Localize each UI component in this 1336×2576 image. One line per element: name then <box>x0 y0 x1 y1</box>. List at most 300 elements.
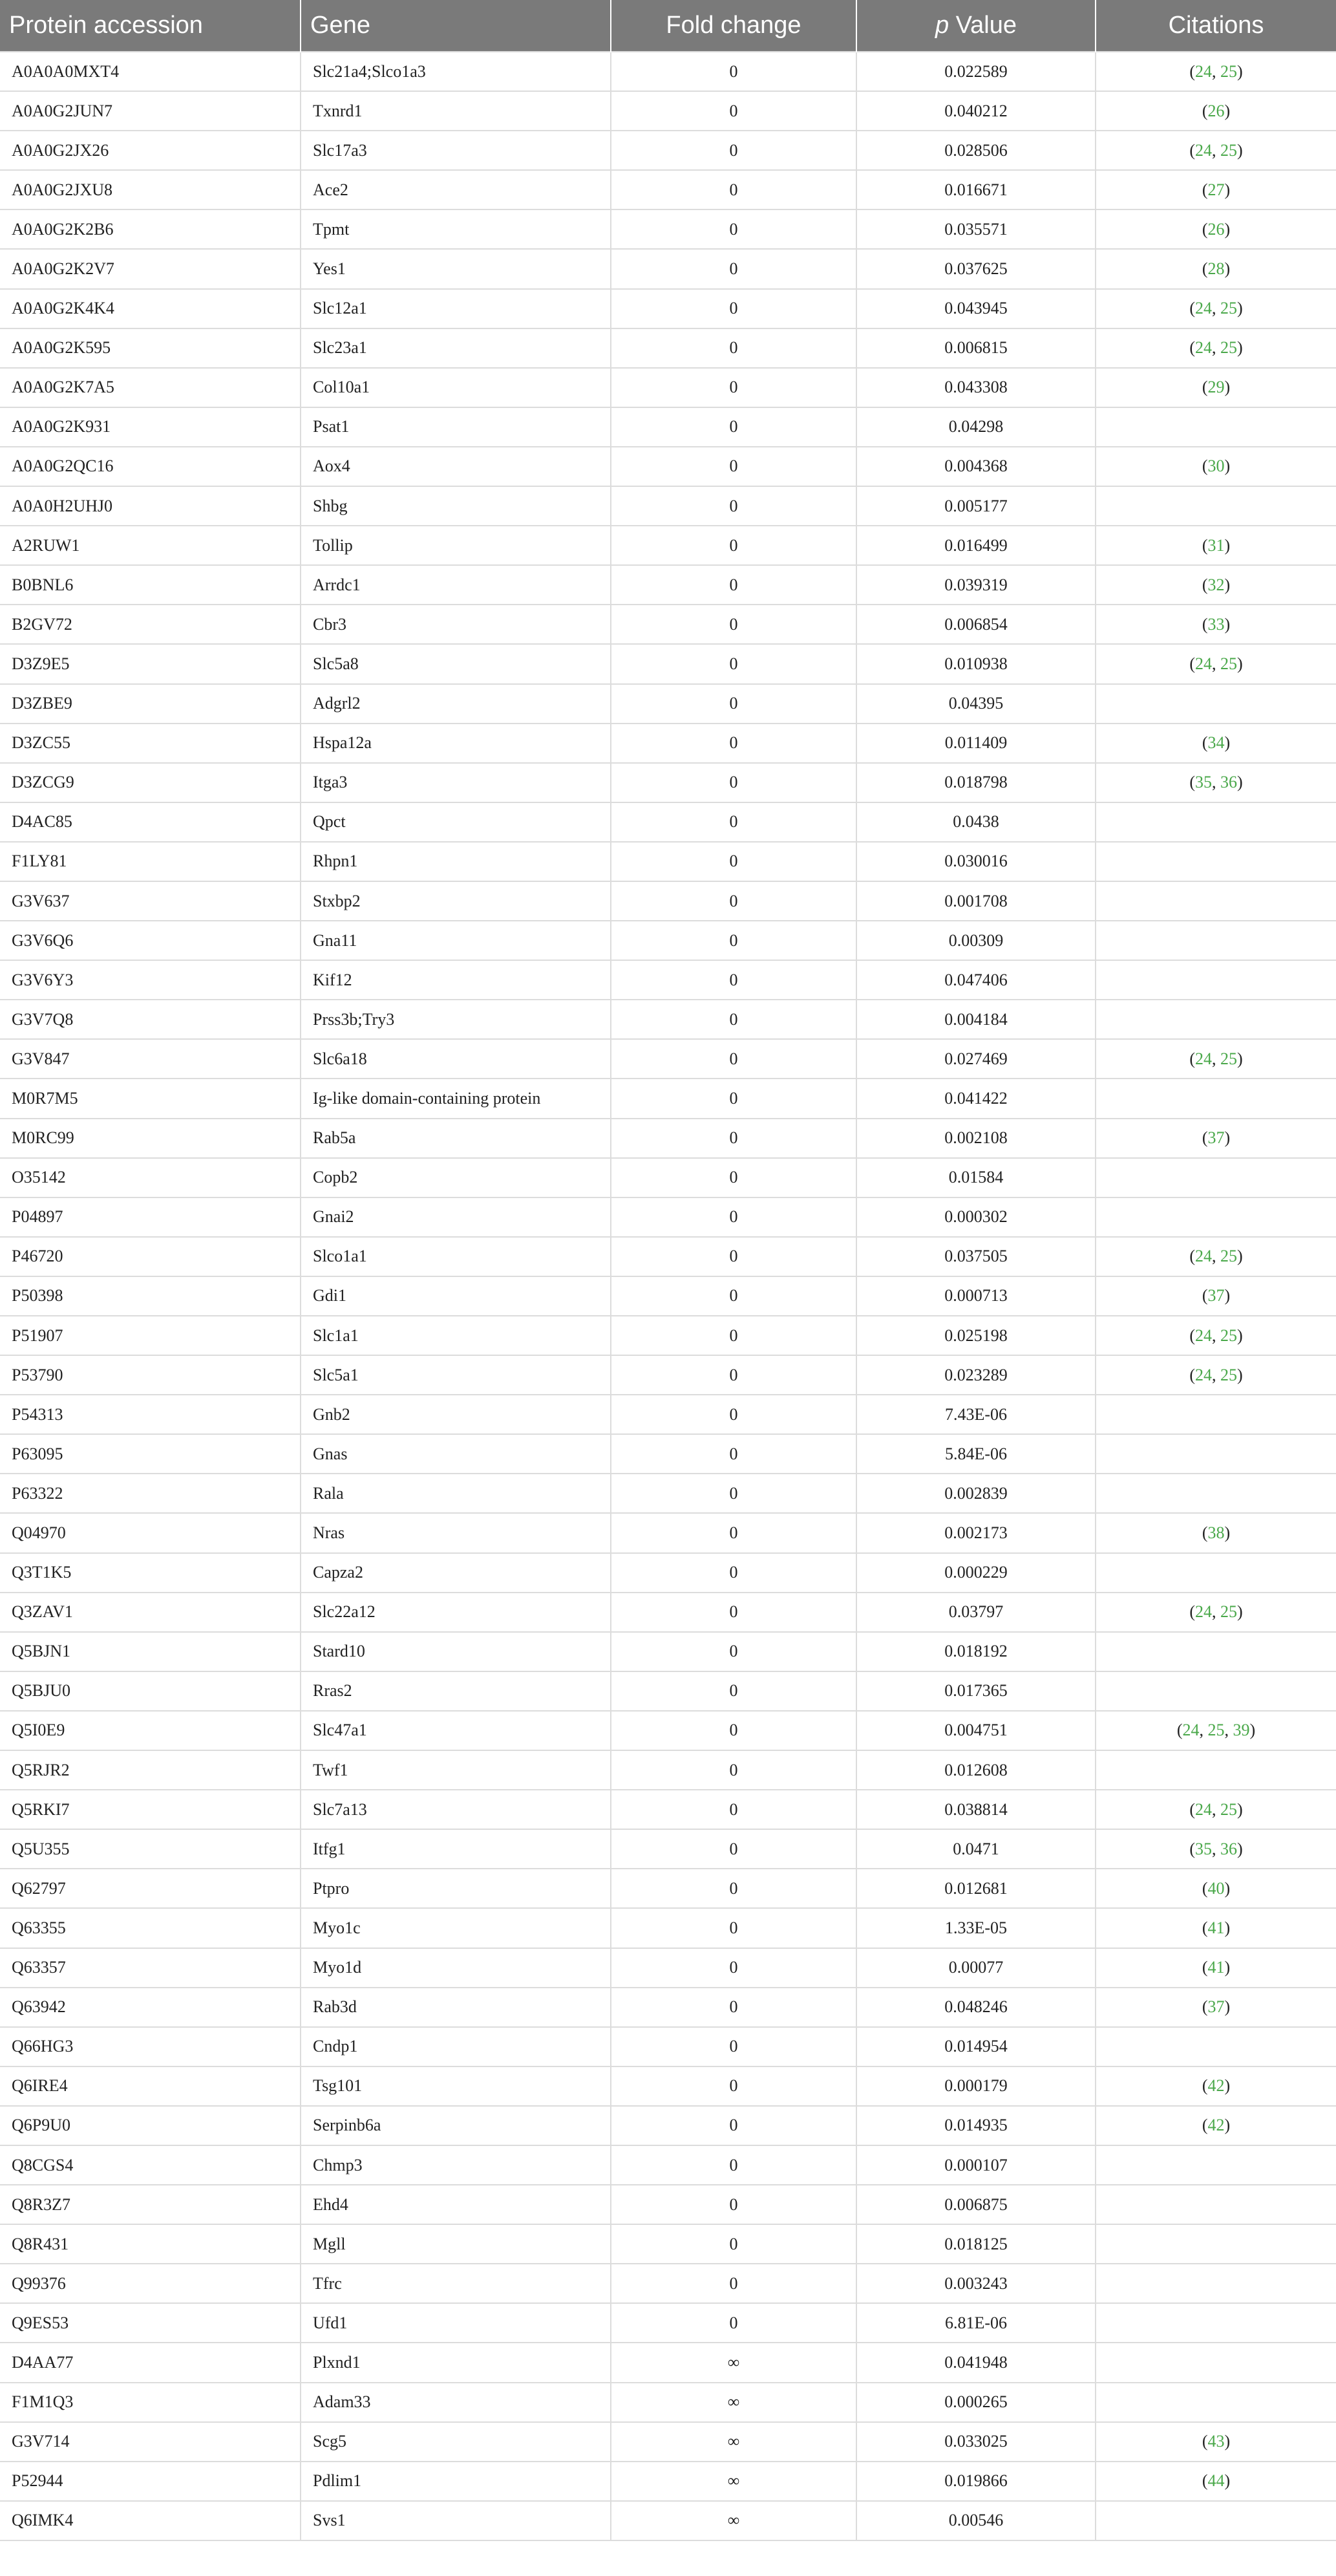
table-row <box>0 842 1336 881</box>
citation-link[interactable]: 25 <box>1220 338 1237 358</box>
citation-link[interactable]: 32 <box>1207 575 1225 594</box>
citation-link[interactable]: 34 <box>1207 733 1225 753</box>
cell-gene: Rala <box>301 1474 611 1513</box>
table-row <box>0 2027 1336 2066</box>
cell-gene: Txnrd1 <box>301 91 611 131</box>
table-row <box>0 2145 1336 2185</box>
cell-fold-change: 0 <box>611 802 856 842</box>
cell-gene: Ufd1 <box>301 2303 611 2343</box>
cell-protein-accession: Q62797 <box>0 1869 301 1908</box>
cell-gene: Slc21a4;Slco1a3 <box>301 52 611 91</box>
citation-link[interactable]: 44 <box>1207 2471 1225 2491</box>
cell-p-value: 0.047406 <box>856 960 1096 1000</box>
citation-link[interactable]: 27 <box>1207 180 1225 199</box>
citation-link[interactable]: 24 <box>1195 654 1212 673</box>
table-row <box>0 2343 1336 2382</box>
cell-fold-change: 0 <box>611 921 856 960</box>
table-row <box>0 2501 1336 2540</box>
cell-p-value: 0.025198 <box>856 1316 1096 1355</box>
cell-fold-change: 0 <box>611 1750 856 1790</box>
cell-citations: (37) <box>1096 1276 1336 1316</box>
header-gene: Gene <box>301 0 611 52</box>
cell-citations <box>1096 1750 1336 1790</box>
cell-p-value: 0.038814 <box>856 1790 1096 1829</box>
cell-gene: Gnb2 <box>301 1395 611 1434</box>
table-row <box>0 1671 1336 1711</box>
cell-p-value: 0.04395 <box>856 684 1096 724</box>
cell-gene: Tsg101 <box>301 2066 611 2106</box>
table-row <box>0 1593 1336 1632</box>
cell-protein-accession: Q5BJN1 <box>0 1632 301 1671</box>
cell-citations: (29) <box>1096 368 1336 407</box>
cell-protein-accession: Q5RKI7 <box>0 1790 301 1829</box>
header-row <box>0 0 1336 52</box>
cell-citations <box>1096 2185 1336 2224</box>
cell-fold-change: 0 <box>611 486 856 526</box>
cell-p-value: 0.033025 <box>856 2422 1096 2462</box>
cell-protein-accession: F1LY81 <box>0 842 301 881</box>
cell-gene: Svs1 <box>301 2501 611 2540</box>
citation-link[interactable]: 37 <box>1207 1997 1225 2017</box>
citation-link[interactable]: 25 <box>1220 140 1237 160</box>
cell-protein-accession: P63322 <box>0 1474 301 1513</box>
citation-link[interactable]: 25 <box>1220 299 1237 318</box>
cell-citations <box>1096 2501 1336 2540</box>
citation-link[interactable]: 24 <box>1195 1247 1212 1266</box>
cell-citations <box>1096 684 1336 724</box>
cell-protein-accession: A0A0G2K595 <box>0 328 301 368</box>
cell-citations: (37) <box>1096 1119 1336 1158</box>
cell-citations: (37) <box>1096 1988 1336 2027</box>
table-row <box>0 1434 1336 1474</box>
citation-link[interactable]: 43 <box>1207 2432 1225 2451</box>
cell-p-value: 0.002839 <box>856 1474 1096 1513</box>
citation-link[interactable]: 24 <box>1195 1326 1212 1345</box>
cell-protein-accession: P63095 <box>0 1434 301 1474</box>
cell-gene: Kif12 <box>301 960 611 1000</box>
table-row <box>0 1908 1336 1948</box>
table-row <box>0 2185 1336 2224</box>
citation-link[interactable]: 26 <box>1207 219 1225 239</box>
citation-link[interactable]: 36 <box>1220 1839 1237 1858</box>
cell-protein-accession: A0A0G2JUN7 <box>0 91 301 131</box>
table-row <box>0 52 1336 91</box>
cell-fold-change: 0 <box>611 1553 856 1593</box>
cell-p-value: 6.81E-06 <box>856 2303 1096 2343</box>
citation-link[interactable]: 37 <box>1207 1128 1225 1148</box>
cell-p-value: 0.000179 <box>856 2066 1096 2106</box>
cell-gene: Yes1 <box>301 249 611 288</box>
cell-citations <box>1096 1474 1336 1513</box>
citation-link[interactable]: 24 <box>1195 1365 1212 1384</box>
cell-fold-change: 0 <box>611 131 856 170</box>
citation-link[interactable]: 24 <box>1195 140 1212 160</box>
citation-link[interactable]: 33 <box>1207 614 1225 634</box>
cell-protein-accession: A0A0G2K7A5 <box>0 368 301 407</box>
cell-gene: Gnai2 <box>301 1197 611 1237</box>
cell-protein-accession: Q8R3Z7 <box>0 2185 301 2224</box>
cell-fold-change: 0 <box>611 1593 856 1632</box>
cell-p-value: 0.018798 <box>856 763 1096 802</box>
table-row <box>0 2462 1336 2501</box>
cell-p-value: 0.00077 <box>856 1948 1096 1988</box>
table-row <box>0 605 1336 644</box>
cell-citations <box>1096 881 1336 921</box>
cell-citations: (24, 25) <box>1096 1039 1336 1079</box>
header-p-italic: p <box>935 12 949 39</box>
cell-p-value: 0.000265 <box>856 2383 1096 2422</box>
cell-protein-accession: Q63357 <box>0 1948 301 1988</box>
citation-link[interactable]: 37 <box>1207 1286 1225 1305</box>
citation-link[interactable]: 25 <box>1220 1602 1237 1622</box>
cell-fold-change: 0 <box>611 1829 856 1869</box>
table-row <box>0 170 1336 209</box>
cell-gene: Slc5a1 <box>301 1355 611 1395</box>
cell-fold-change: 0 <box>611 1355 856 1395</box>
citation-link[interactable]: 42 <box>1207 2116 1225 2135</box>
header-p-value <box>856 0 1096 52</box>
cell-p-value: 0.040212 <box>856 91 1096 131</box>
cell-gene: Ehd4 <box>301 2185 611 2224</box>
cell-p-value: 0.016671 <box>856 170 1096 209</box>
table-row <box>0 802 1336 842</box>
cell-p-value: 0.004751 <box>856 1711 1096 1750</box>
table-row <box>0 960 1336 1000</box>
cell-citations <box>1096 2224 1336 2264</box>
cell-fold-change: 0 <box>611 209 856 249</box>
cell-fold-change: ∞ <box>611 2501 856 2540</box>
citation-link[interactable]: 24 <box>1195 338 1212 358</box>
cell-citations <box>1096 1671 1336 1711</box>
citation-link[interactable]: 42 <box>1207 2076 1225 2096</box>
cell-p-value: 0.022589 <box>856 52 1096 91</box>
citation-link[interactable]: 25 <box>1220 1326 1237 1345</box>
cell-gene: Gnas <box>301 1434 611 1474</box>
cell-fold-change: 0 <box>611 1474 856 1513</box>
citation-link[interactable]: 41 <box>1207 1958 1225 1977</box>
cell-fold-change: 0 <box>611 881 856 921</box>
table-row <box>0 328 1336 368</box>
cell-gene: Ptpro <box>301 1869 611 1908</box>
cell-citations: (24, 25) <box>1096 52 1336 91</box>
cell-citations: (41) <box>1096 1908 1336 1948</box>
cell-fold-change: 0 <box>611 2264 856 2303</box>
cell-p-value: 0.011409 <box>856 724 1096 763</box>
cell-gene: Copb2 <box>301 1158 611 1197</box>
cell-p-value: 0.000107 <box>856 2145 1096 2185</box>
cell-gene: Gdi1 <box>301 1276 611 1316</box>
cell-gene: Ig-like domain-containing protein <box>301 1079 611 1118</box>
cell-p-value: 0.017365 <box>856 1671 1096 1711</box>
cell-protein-accession: O35142 <box>0 1158 301 1197</box>
cell-protein-accession: Q5U355 <box>0 1829 301 1869</box>
cell-protein-accession: A0A0H2UHJ0 <box>0 486 301 526</box>
cell-fold-change: 0 <box>611 1513 856 1552</box>
cell-gene: Slc6a18 <box>301 1039 611 1079</box>
cell-citations: (24, 25) <box>1096 289 1336 328</box>
cell-citations <box>1096 1553 1336 1593</box>
table-row <box>0 1395 1336 1434</box>
cell-protein-accession: A0A0G2K2B6 <box>0 209 301 249</box>
cell-citations <box>1096 1000 1336 1039</box>
cell-citations <box>1096 1395 1336 1434</box>
cell-gene: Hspa12a <box>301 724 611 763</box>
cell-protein-accession: A0A0G2K4K4 <box>0 289 301 328</box>
cell-protein-accession: G3V6Y3 <box>0 960 301 1000</box>
cell-fold-change: 0 <box>611 2106 856 2145</box>
cell-p-value: 0.043945 <box>856 289 1096 328</box>
cell-protein-accession: M0RC99 <box>0 1119 301 1158</box>
cell-gene: Itga3 <box>301 763 611 802</box>
table-row <box>0 2224 1336 2264</box>
cell-gene: Prss3b;Try3 <box>301 1000 611 1039</box>
cell-protein-accession: G3V7Q8 <box>0 1000 301 1039</box>
citation-link[interactable]: 26 <box>1207 101 1225 120</box>
cell-protein-accession: Q9ES53 <box>0 2303 301 2343</box>
cell-gene: Slc12a1 <box>301 289 611 328</box>
citation-link[interactable]: 29 <box>1207 378 1225 397</box>
cell-gene: Mgll <box>301 2224 611 2264</box>
cell-p-value: 0.0471 <box>856 1829 1096 1869</box>
cell-citations: (35, 36) <box>1096 763 1336 802</box>
cell-protein-accession: D3Z9E5 <box>0 644 301 683</box>
table-row <box>0 91 1336 131</box>
cell-protein-accession: M0R7M5 <box>0 1079 301 1118</box>
citation-link[interactable]: 31 <box>1207 535 1225 555</box>
cell-citations: (24, 25) <box>1096 131 1336 170</box>
citation-link[interactable]: 30 <box>1207 456 1225 476</box>
cell-protein-accession: D3ZC55 <box>0 724 301 763</box>
cell-fold-change: 0 <box>611 407 856 447</box>
cell-p-value: 0.000302 <box>856 1197 1096 1237</box>
cell-fold-change: 0 <box>611 1276 856 1316</box>
cell-gene: Arrdc1 <box>301 565 611 605</box>
header-citations: Citations <box>1096 0 1336 52</box>
cell-fold-change: 0 <box>611 1434 856 1474</box>
table-row <box>0 1316 1336 1355</box>
cell-fold-change: 0 <box>611 684 856 724</box>
cell-protein-accession: B2GV72 <box>0 605 301 644</box>
cell-gene: Stxbp2 <box>301 881 611 921</box>
cell-gene: Tollip <box>301 526 611 565</box>
table-row <box>0 407 1336 447</box>
cell-protein-accession: G3V714 <box>0 2422 301 2462</box>
citation-link[interactable]: 24 <box>1195 61 1212 81</box>
cell-fold-change: 0 <box>611 289 856 328</box>
cell-protein-accession: P50398 <box>0 1276 301 1316</box>
cell-protein-accession: P52944 <box>0 2462 301 2501</box>
table-row <box>0 209 1336 249</box>
cell-gene: Stard10 <box>301 1632 611 1671</box>
table-row <box>0 1237 1336 1276</box>
table-row <box>0 1711 1336 1750</box>
cell-fold-change: 0 <box>611 2066 856 2106</box>
citation-link[interactable]: 25 <box>1220 61 1237 81</box>
table-row <box>0 486 1336 526</box>
cell-p-value: 0.023289 <box>856 1355 1096 1395</box>
cell-gene: Psat1 <box>301 407 611 447</box>
cell-gene: Itfg1 <box>301 1829 611 1869</box>
cell-protein-accession: G3V847 <box>0 1039 301 1079</box>
citation-link[interactable]: 25 <box>1207 1721 1225 1740</box>
cell-citations <box>1096 842 1336 881</box>
table-row <box>0 1948 1336 1988</box>
citation-link[interactable]: 24 <box>1195 299 1212 318</box>
cell-p-value: 0.039319 <box>856 565 1096 605</box>
citation-link[interactable]: 24 <box>1195 1799 1212 1819</box>
cell-protein-accession: D4AC85 <box>0 802 301 842</box>
cell-citations <box>1096 1158 1336 1197</box>
cell-citations: (30) <box>1096 447 1336 486</box>
citation-link[interactable]: 24 <box>1195 1602 1212 1622</box>
table-row <box>0 1750 1336 1790</box>
cell-citations <box>1096 2264 1336 2303</box>
table-row <box>0 249 1336 288</box>
table-row <box>0 1119 1336 1158</box>
cell-gene: Qpct <box>301 802 611 842</box>
cell-protein-accession: P04897 <box>0 1197 301 1237</box>
cell-fold-change: 0 <box>611 1395 856 1434</box>
cell-p-value: 0.006815 <box>856 328 1096 368</box>
cell-gene: Slc17a3 <box>301 131 611 170</box>
cell-p-value: 0.016499 <box>856 526 1096 565</box>
cell-fold-change: 0 <box>611 2145 856 2185</box>
header-protein-accession: Protein accession <box>0 0 301 52</box>
cell-citations: (41) <box>1096 1948 1336 1988</box>
cell-fold-change: 0 <box>611 2027 856 2066</box>
cell-fold-change: 0 <box>611 1039 856 1079</box>
table-row <box>0 1197 1336 1237</box>
citation-link[interactable]: 40 <box>1207 1878 1225 1898</box>
cell-protein-accession: Q6IMK4 <box>0 2501 301 2540</box>
cell-citations <box>1096 1197 1336 1237</box>
citation-link[interactable]: 25 <box>1220 1365 1237 1384</box>
citation-link[interactable]: 24 <box>1195 1049 1212 1068</box>
cell-citations: (28) <box>1096 249 1336 288</box>
cell-p-value: 0.048246 <box>856 1988 1096 2027</box>
cell-p-value: 0.019866 <box>856 2462 1096 2501</box>
cell-gene: Slc7a13 <box>301 1790 611 1829</box>
cell-gene: Slco1a1 <box>301 1237 611 1276</box>
citation-link[interactable]: 25 <box>1220 654 1237 673</box>
cell-fold-change: 0 <box>611 1158 856 1197</box>
cell-p-value: 0.001708 <box>856 881 1096 921</box>
citation-link[interactable]: 25 <box>1220 1799 1237 1819</box>
citation-link[interactable]: 25 <box>1220 1247 1237 1266</box>
cell-p-value: 0.00546 <box>856 2501 1096 2540</box>
cell-citations: (24, 25) <box>1096 1316 1336 1355</box>
cell-citations: (24, 25) <box>1096 1790 1336 1829</box>
cell-p-value: 7.43E-06 <box>856 1395 1096 1434</box>
cell-p-value: 0.010938 <box>856 644 1096 683</box>
cell-p-value: 0.0438 <box>856 802 1096 842</box>
cell-gene: Ace2 <box>301 170 611 209</box>
cell-gene: Rab3d <box>301 1988 611 2027</box>
cell-gene: Plxnd1 <box>301 2343 611 2382</box>
header-p-rest: Value <box>949 12 1017 39</box>
cell-fold-change: 0 <box>611 91 856 131</box>
table-row <box>0 2383 1336 2422</box>
cell-citations: (24, 25) <box>1096 1237 1336 1276</box>
cell-gene: Chmp3 <box>301 2145 611 2185</box>
citation-link[interactable]: 39 <box>1233 1721 1250 1740</box>
table-row <box>0 1632 1336 1671</box>
cell-gene: Adam33 <box>301 2383 611 2422</box>
cell-fold-change: 0 <box>611 1711 856 1750</box>
table-row <box>0 1158 1336 1197</box>
citation-link[interactable]: 35 <box>1195 773 1212 792</box>
cell-p-value: 0.002173 <box>856 1513 1096 1552</box>
table-row <box>0 131 1336 170</box>
cell-fold-change: 0 <box>611 249 856 288</box>
table-row <box>0 1000 1336 1039</box>
cell-fold-change: 0 <box>611 605 856 644</box>
cell-gene: Cndp1 <box>301 2027 611 2066</box>
cell-fold-change: 0 <box>611 1988 856 2027</box>
cell-citations: (27) <box>1096 170 1336 209</box>
table-row <box>0 881 1336 921</box>
cell-protein-accession: A0A0G2K931 <box>0 407 301 447</box>
cell-gene: Myo1d <box>301 1948 611 1988</box>
cell-citations <box>1096 407 1336 447</box>
table-row <box>0 289 1336 328</box>
cell-fold-change: 0 <box>611 328 856 368</box>
citation-link[interactable]: 28 <box>1207 259 1225 279</box>
cell-protein-accession: G3V6Q6 <box>0 921 301 960</box>
table-row <box>0 684 1336 724</box>
cell-fold-change: 0 <box>611 170 856 209</box>
citation-link[interactable]: 35 <box>1195 1839 1212 1858</box>
citation-link[interactable]: 36 <box>1220 773 1237 792</box>
cell-fold-change: 0 <box>611 2185 856 2224</box>
cell-citations <box>1096 2343 1336 2382</box>
citation-link[interactable]: 41 <box>1207 1918 1225 1937</box>
cell-gene: Capza2 <box>301 1553 611 1593</box>
cell-fold-change: ∞ <box>611 2343 856 2382</box>
table-row <box>0 447 1336 486</box>
cell-fold-change: 0 <box>611 1632 856 1671</box>
cell-citations <box>1096 2383 1336 2422</box>
cell-protein-accession: Q5I0E9 <box>0 1711 301 1750</box>
cell-gene: Rhpn1 <box>301 842 611 881</box>
cell-p-value: 0.005177 <box>856 486 1096 526</box>
table-row <box>0 724 1336 763</box>
cell-citations: (42) <box>1096 2066 1336 2106</box>
cell-protein-accession: Q6P9U0 <box>0 2106 301 2145</box>
cell-gene: Nras <box>301 1513 611 1552</box>
cell-protein-accession: P54313 <box>0 1395 301 1434</box>
cell-fold-change: 0 <box>611 1119 856 1158</box>
citation-link[interactable]: 38 <box>1207 1523 1225 1543</box>
cell-protein-accession: F1M1Q3 <box>0 2383 301 2422</box>
cell-p-value: 0.004184 <box>856 1000 1096 1039</box>
cell-protein-accession: A0A0A0MXT4 <box>0 52 301 91</box>
cell-citations <box>1096 1434 1336 1474</box>
citation-link[interactable]: 25 <box>1220 1049 1237 1068</box>
citation-link[interactable]: 24 <box>1182 1721 1200 1740</box>
cell-protein-accession: Q8R431 <box>0 2224 301 2264</box>
cell-fold-change: 0 <box>611 2303 856 2343</box>
cell-fold-change: 0 <box>611 368 856 407</box>
table-row <box>0 1988 1336 2027</box>
table-row <box>0 763 1336 802</box>
cell-protein-accession: Q3T1K5 <box>0 1553 301 1593</box>
cell-protein-accession: D3ZCG9 <box>0 763 301 802</box>
cell-p-value: 0.027469 <box>856 1039 1096 1079</box>
cell-gene: Tpmt <box>301 209 611 249</box>
cell-protein-accession: Q66HG3 <box>0 2027 301 2066</box>
cell-gene: Slc47a1 <box>301 1711 611 1750</box>
